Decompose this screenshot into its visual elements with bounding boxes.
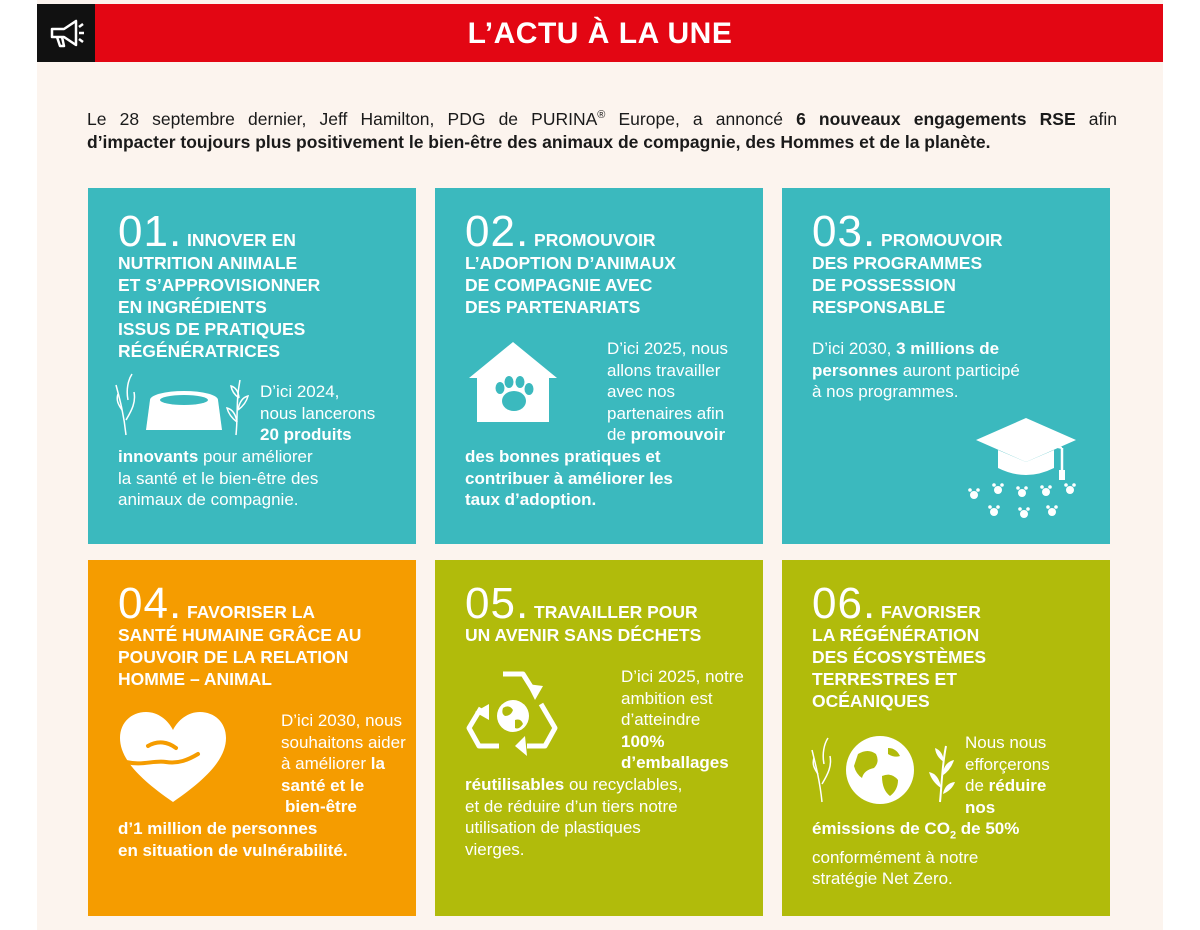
heart-hand-icon [118, 710, 228, 806]
pet-bowl-icon [114, 370, 254, 440]
commitment-card-02: 02. PROMOUVOIR L’ADOPTION D’ANIMAUX DE COMPAGNIE AVEC DES PARTENARIATS D’ici 2025, nous allons travailler avec nos partenaires afin de promouvoir des bonnes pratiques et contribuer à améliorer les taux d’adoption. [435, 188, 763, 544]
commitment-card-05: 05. TRAVAILLER POUR UN AVENIR SANS DÉCHETS D’ici 2025, notre ambition est d’atteindre 100% d’emballages réutilisables ou recyclables, et de réduire d’un tiers notre utilisation de plastiques vierges. [435, 560, 763, 916]
card-title: 05. TRAVAILLER POUR UN AVENIR SANS DÉCHETS [465, 579, 702, 645]
card-title: 04. FAVORISER LA SANTÉ HUMAINE GRÂCE AU POUVOIR DE LA RELATION HOMME – ANIMAL [118, 579, 362, 689]
earth-plants-icon [808, 732, 958, 808]
card-title: 06. FAVORISER LA RÉGÉNÉRATION DES ÉCOSYSTÈMES TERRESTRES ET OCÉANIQUES [812, 579, 987, 711]
card-title: 02. PROMOUVOIR L’ADOPTION D’ANIMAUX DE COMPAGNIE AVEC DES PARTENARIATS [465, 207, 676, 317]
banner-title: L’ACTU À LA UNE [467, 17, 733, 50]
pet-house-paw-icon [467, 338, 559, 424]
card-title: 03. PROMOUVOIR DES PROGRAMMES DE POSSESSION RESPONSABLE [812, 207, 1003, 317]
commitment-card-03: 03. PROMOUVOIR DES PROGRAMMES DE POSSESSION RESPONSABLE D’ici 2030, 3 millions de personnes auront participé à nos programmes. [782, 188, 1110, 544]
header-banner [37, 4, 1163, 62]
page [37, 0, 1163, 930]
card-title: 01. INNOVER EN NUTRITION ANIMALE ET S’APPROVISIONNER EN INGRÉDIENTS ISSUS DE PRATIQUES RÉGÉNÉRATRICES [118, 207, 321, 361]
commitment-card-01: 01. INNOVER EN NUTRITION ANIMALE ET S’APPROVISIONNER EN INGRÉDIENTS ISSUS DE PRATIQUES RÉGÉNÉRATRICES D’ici 2024, nous lancerons 20 produits innovants pour améliorer la santé et le bien-être des animaux de compagnie. [88, 188, 416, 544]
graduation-cap-paws-icon [966, 410, 1086, 520]
intro-paragraph: Le 28 septembre dernier, Jeff Hamilton, PDG de PURINA® Europe, a annoncé 6 nouveaux engagements RSE afin d’impacter toujours plus positivement le bien-être des animaux de compagnie, des Hommes et de la planète. [87, 108, 1117, 152]
commitment-card-06: 06. FAVORISER LA RÉGÉNÉRATION DES ÉCOSYSTÈMES TERRESTRES ET OCÉANIQUES Nous nous efforçerons de réduire nos émissions de $CO_2$ de 50% conformément à notre stratégie Net Zero. [782, 560, 1110, 916]
recycle-globe-icon [463, 664, 563, 756]
commitment-card-04: 04. FAVORISER LA SANTÉ HUMAINE GRÂCE AU POUVOIR DE LA RELATION HOMME – ANIMAL D’ici 2030, nous souhaitons aider à améliorer la santé et le bien-être d’1 million de personnes en situation de vulnérabilité. [88, 560, 416, 916]
